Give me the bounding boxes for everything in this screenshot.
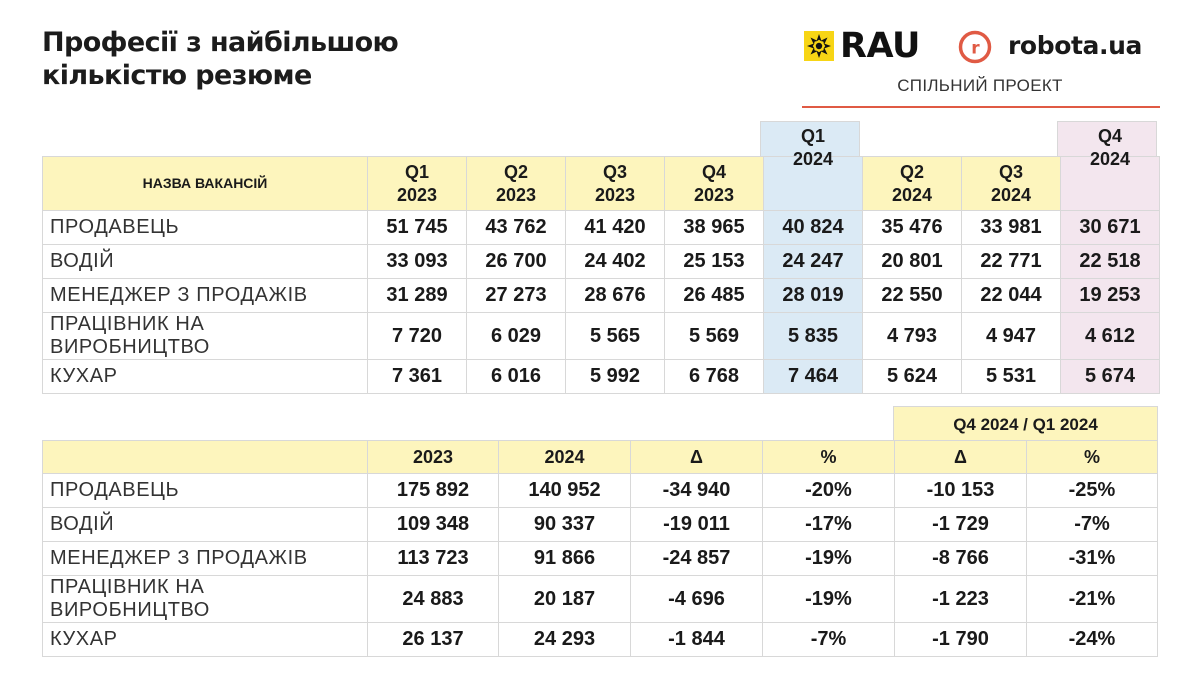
quarterly-table — [42, 126, 1160, 394]
cell-value: 26 137 — [368, 623, 499, 657]
cell-value: -8 766 — [895, 542, 1027, 576]
cell-value: -34 940 — [631, 474, 763, 508]
cell-value: 51 745 — [368, 211, 467, 245]
annual-header-row — [43, 441, 1158, 474]
cell-value: 5 624 — [863, 360, 962, 394]
cell-value: 20 801 — [863, 245, 962, 279]
page-title-line-1: Професії з найбільшою — [42, 27, 399, 58]
cell-value: -1 729 — [895, 508, 1027, 542]
cell-value: 27 273 — [467, 279, 566, 313]
cell-value: 91 866 — [499, 542, 631, 576]
column-header-q-percent: % — [1027, 441, 1158, 474]
cell-value: 6 768 — [665, 360, 764, 394]
cell-value: 7 361 — [368, 360, 467, 394]
row-label: КУХАР — [43, 623, 368, 657]
cell-value: 30 671 — [1061, 211, 1160, 245]
year: 2024 — [792, 149, 834, 169]
cell-value: 5 992 — [566, 360, 665, 394]
cell-value: 6 016 — [467, 360, 566, 394]
cell-value: 5 531 — [962, 360, 1061, 394]
year: 2023 — [396, 184, 438, 205]
cell-value: -10 153 — [895, 474, 1027, 508]
cell-value: 33 981 — [962, 211, 1061, 245]
table-row — [43, 211, 1160, 245]
row-label: КУХАР — [43, 360, 368, 394]
column-header-q4-2024 — [1061, 126, 1160, 211]
cell-value: -19% — [763, 542, 895, 576]
cell-value: 28 019 — [764, 279, 863, 313]
partner-logos — [800, 26, 1160, 110]
cell-value: 26 485 — [665, 279, 764, 313]
joint-project-label: СПІЛЬНИЙ ПРОЕКТ — [897, 76, 1063, 95]
column-header-empty — [43, 441, 368, 474]
cell-value: -25% — [1027, 474, 1158, 508]
cell-value: -7% — [763, 623, 895, 657]
column-header-2024: 2024 — [499, 441, 631, 474]
page-title-line-2: кількістю резюме — [42, 60, 312, 91]
cell-value: 5 569 — [665, 313, 764, 360]
quarterly-header-row — [43, 157, 1160, 211]
year: 2023 — [693, 184, 735, 205]
cell-value: 109 348 — [368, 508, 499, 542]
column-header-q4-2023 — [665, 157, 764, 211]
q4-vs-q1-group-header: Q4 2024 / Q1 2024 — [893, 406, 1158, 441]
cell-value: -1 844 — [631, 623, 763, 657]
cell-value: 5 565 — [566, 313, 665, 360]
cell-value: 22 550 — [863, 279, 962, 313]
year: 2024 — [891, 184, 933, 205]
row-label: МЕНЕДЖЕР З ПРОДАЖІВ — [43, 542, 368, 576]
cell-value: 40 824 — [764, 211, 863, 245]
quarter: Q2 — [503, 161, 528, 182]
page-title — [42, 26, 398, 92]
cell-value: -1 223 — [895, 576, 1027, 623]
cell-value: 22 771 — [962, 245, 1061, 279]
robota-logo-icon — [958, 30, 992, 64]
column-header-q3-2023 — [566, 157, 665, 211]
quarter: Q2 — [899, 161, 924, 182]
row-label: ПРОДАВЕЦЬ — [43, 211, 368, 245]
cell-value: 90 337 — [499, 508, 631, 542]
cell-value: -24 857 — [631, 542, 763, 576]
cell-value: 22 044 — [962, 279, 1061, 313]
table-row — [43, 623, 1158, 657]
cell-value: -4 696 — [631, 576, 763, 623]
cell-value: 7 720 — [368, 313, 467, 360]
annual-comparison-table — [42, 440, 1158, 657]
cell-value: -19 011 — [631, 508, 763, 542]
cell-value: 24 883 — [368, 576, 499, 623]
column-header-q2-2023 — [467, 157, 566, 211]
table-row — [43, 542, 1158, 576]
quarter: Q1 — [404, 161, 429, 182]
cell-value: 35 476 — [863, 211, 962, 245]
cell-value: 140 952 — [499, 474, 631, 508]
cell-value: 43 762 — [467, 211, 566, 245]
column-header-vacancy: НАЗВА ВАКАНСІЙ — [43, 157, 368, 211]
row-label: МЕНЕДЖЕР З ПРОДАЖІВ — [43, 279, 368, 313]
row-label: ПРАЦІВНИК НА ВИРОБНИЦТВО — [43, 313, 368, 360]
column-header-q3-2024 — [962, 157, 1061, 211]
table-row — [43, 360, 1160, 394]
cell-value: -17% — [763, 508, 895, 542]
divider-line — [802, 106, 1160, 108]
cell-value: 28 676 — [566, 279, 665, 313]
table-row — [43, 245, 1160, 279]
quarter: Q4 — [1097, 126, 1122, 146]
cell-value: 20 187 — [499, 576, 631, 623]
quarter: Q3 — [998, 161, 1023, 182]
quarter: Q3 — [602, 161, 627, 182]
cell-value: 25 153 — [665, 245, 764, 279]
year: 2024 — [1089, 149, 1131, 169]
year: 2023 — [594, 184, 636, 205]
quarter: Q1 — [800, 126, 825, 146]
column-header-q-delta: Δ — [895, 441, 1027, 474]
column-header-delta: Δ — [631, 441, 763, 474]
year: 2023 — [495, 184, 537, 205]
cell-value: 4 612 — [1061, 313, 1160, 360]
rau-logo-text: RAU — [840, 26, 920, 66]
cell-value: -1 790 — [895, 623, 1027, 657]
cell-value: -21% — [1027, 576, 1158, 623]
robota-logo-icon-letter: r — [971, 38, 980, 59]
cell-value: 4 793 — [863, 313, 962, 360]
table-row — [43, 508, 1158, 542]
row-label: ВОДІЙ — [43, 508, 368, 542]
row-label: ПРАЦІВНИК НА ВИРОБНИЦТВО — [43, 576, 368, 623]
cell-value: 24 247 — [764, 245, 863, 279]
cell-value: 113 723 — [368, 542, 499, 576]
quarter: Q4 — [701, 161, 726, 182]
column-header-2023: 2023 — [368, 441, 499, 474]
cell-value: 175 892 — [368, 474, 499, 508]
column-header-q1-2023 — [368, 157, 467, 211]
cell-value: 4 947 — [962, 313, 1061, 360]
table-row — [43, 576, 1158, 623]
cell-value: 31 289 — [368, 279, 467, 313]
robota-logo-text: robota.ua — [1008, 31, 1142, 60]
cell-value: 7 464 — [764, 360, 863, 394]
cell-value: 33 093 — [368, 245, 467, 279]
year: 2024 — [990, 184, 1032, 205]
cell-value: -20% — [763, 474, 895, 508]
column-header-percent: % — [763, 441, 895, 474]
cell-value: 22 518 — [1061, 245, 1160, 279]
cell-value: -24% — [1027, 623, 1158, 657]
table-row — [43, 313, 1160, 360]
cell-value: 38 965 — [665, 211, 764, 245]
cell-value: 24 402 — [566, 245, 665, 279]
table-row — [43, 279, 1160, 313]
cell-value: 5 674 — [1061, 360, 1160, 394]
cell-value: 5 835 — [764, 313, 863, 360]
cell-value: 6 029 — [467, 313, 566, 360]
cell-value: -31% — [1027, 542, 1158, 576]
cell-value: 19 253 — [1061, 279, 1160, 313]
row-label: ПРОДАВЕЦЬ — [43, 474, 368, 508]
cell-value: -19% — [763, 576, 895, 623]
cell-value: 26 700 — [467, 245, 566, 279]
cell-value: 24 293 — [499, 623, 631, 657]
cell-value: 41 420 — [566, 211, 665, 245]
table-row — [43, 474, 1158, 508]
column-header-q1-2024 — [764, 126, 863, 211]
row-label: ВОДІЙ — [43, 245, 368, 279]
column-header-q2-2024 — [863, 157, 962, 211]
cell-value: -7% — [1027, 508, 1158, 542]
rau-star-icon — [804, 31, 834, 61]
